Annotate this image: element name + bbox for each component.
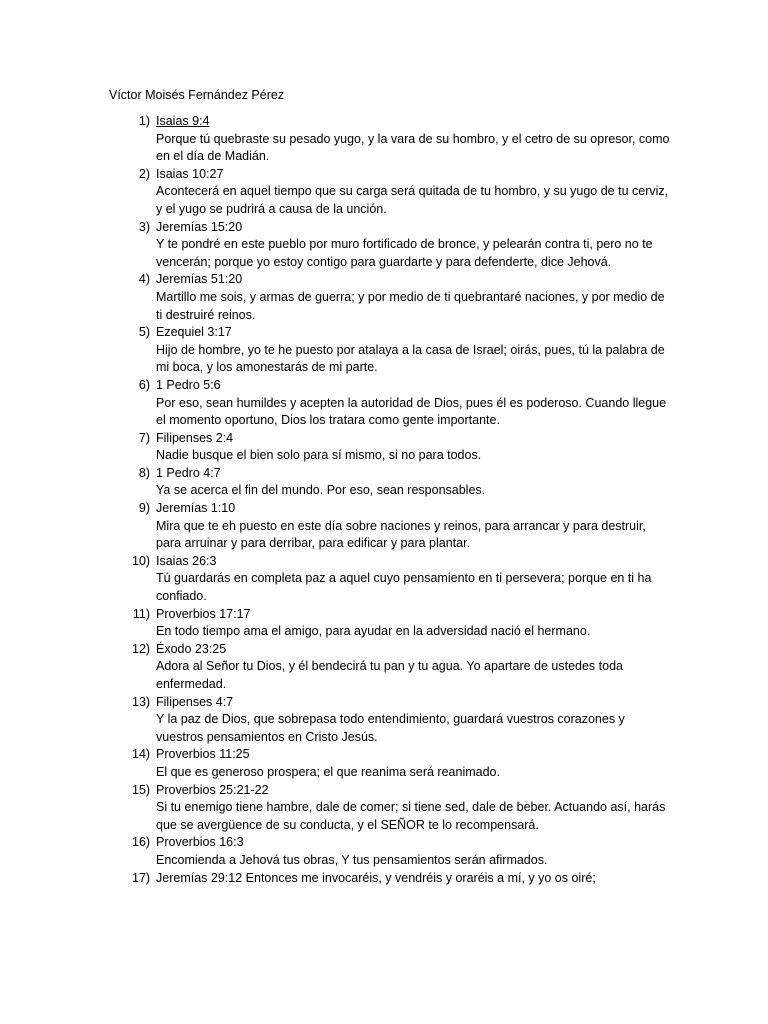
item-number: 15) — [132, 782, 151, 797]
list-item — [132, 694, 672, 747]
item-number: 16) — [132, 835, 151, 850]
verse-text: Por eso, sean humildes y acepten la autoridad de Dios, pues él es poderoso. Cuando llegue el momento oportuno, Dios los tratara como gente importante. — [156, 395, 667, 428]
list-item — [132, 219, 672, 272]
item-number: 12) — [132, 641, 151, 656]
verse-text: Y te pondré en este pueblo por muro fortificado de bronce, y pelearán contra ti, pero no te vencerán; porque yo estoy contigo para guardarte y para defenderte, dice Jehová. — [156, 237, 653, 269]
list-item — [132, 430, 672, 465]
verse-reference: Isaias 10:27 — [156, 166, 224, 181]
verse-reference: Filipenses 2:4 — [156, 430, 234, 445]
verse-reference: Ezequiel 3:17 — [156, 325, 232, 340]
verse-reference: Jeremías 51:20 — [156, 272, 243, 287]
verse-reference: Filipenses 4:7 — [156, 694, 234, 709]
item-number: 10) — [132, 553, 151, 568]
verse-reference: Jeremías 1:10 — [156, 501, 236, 516]
list-item — [132, 113, 672, 166]
verse-reference: Jeremías 29:12 — [156, 870, 243, 885]
list-item — [132, 271, 672, 324]
verse-text: El que es generoso prospera; el que reanima será reanimado. — [156, 764, 500, 779]
verse-text: Adora al Señor tu Dios, y él bendecirá tu pan y tu agua. Yo apartare de ustedes toda enfermedad. — [156, 659, 623, 691]
list-item — [132, 606, 672, 641]
list-item — [132, 834, 672, 869]
verse-reference: Proverbios 25:21-22 — [156, 782, 269, 797]
item-number: 7) — [138, 430, 150, 445]
verse-text: Ya se acerca el fin del mundo. Por eso, sean responsables. — [156, 483, 486, 498]
verse-text: Y la paz de Dios, que sobrepasa todo entendimiento, guardará vuestros corazones y vuestros pensamientos en Cristo Jesús. — [156, 712, 625, 744]
verse-text: Nadie busque el bien solo para sí mismo, si no para todos. — [156, 448, 482, 463]
item-number: 6) — [138, 377, 150, 392]
verse-text: Si tu enemigo tiene hambre, dale de comer; si tiene sed, dale de beber. Actuando así, harás que se avergüence de su conducta, y el SEÑOR te lo recompensará. — [156, 800, 666, 832]
verse-reference: 1 Pedro 5:6 — [156, 377, 221, 392]
verse-text: Hijo de hombre, yo te he puesto por atalaya a la casa de Israel; oirás, pues, tú la palabra de mi boca, y los amonestarás de mi parte. — [156, 342, 665, 375]
verse-list — [132, 113, 672, 887]
verse-text: Tú guardarás en completa paz a aquel cuyo pensamiento en ti persevera; porque en ti ha confiado. — [156, 571, 652, 604]
list-item — [132, 641, 672, 694]
verse-text: Acontecerá en aquel tiempo que su carga será quitada de tu hombro, y su yugo de tu cerviz, y el yugo se pudrirá a causa de la unción. — [156, 184, 669, 216]
verse-reference: Isaias 26:3 — [156, 553, 217, 568]
verse-reference: Proverbios 11:25 — [156, 747, 250, 762]
verse-reference: Proverbios 17:17 — [156, 606, 251, 621]
verse-text: Mira que te eh puesto en este día sobre naciones y reinos, para arrancar y para destruir, para arruinar y para derribar, para edificar y para plantar. — [156, 518, 646, 551]
verse-text: Entonces me invocaréis, y vendréis y oraréis a mí, y yo os oiré; — [245, 870, 596, 885]
verse-text: Martillo me sois, y armas de guerra; y por medio de ti quebrantaré naciones, y por medio de ti destruiré reinos. — [156, 289, 665, 322]
item-number: 5) — [138, 325, 150, 340]
verse-text: En todo tiempo ama el amigo, para ayudar en la adversidad nació el hermano. — [156, 624, 591, 639]
list-item — [132, 500, 672, 553]
item-number: 3) — [138, 219, 150, 234]
verse-reference: Jeremías 15:20 — [156, 219, 243, 234]
list-item — [132, 870, 672, 888]
item-number: 1) — [138, 114, 150, 128]
item-number: 11) — [132, 606, 150, 621]
list-item — [132, 782, 672, 835]
list-item — [132, 166, 672, 219]
verse-text: Encomienda a Jehová tus obras, Y tus pensamientos serán afirmados. — [156, 852, 548, 867]
verse-reference: Proverbios 16:3 — [156, 835, 244, 850]
item-number: 14) — [132, 747, 151, 762]
list-item — [132, 746, 672, 781]
author-name: Víctor Moisés Fernández Pérez — [109, 88, 285, 102]
verse-reference: 1 Pedro 4:7 — [156, 465, 221, 480]
list-item — [132, 377, 672, 430]
verse-reference: Isaias 9:4 — [156, 114, 210, 128]
item-number: 8) — [138, 465, 150, 480]
verse-text: Porque tú quebraste su pesado yugo, y la vara de su hombro, y el cetro de su opresor, como en el día de Madián. — [156, 131, 670, 164]
item-number: 17) — [132, 870, 151, 885]
item-number: 2) — [138, 166, 150, 181]
item-number: 4) — [138, 272, 150, 287]
list-item — [132, 324, 672, 377]
list-item — [132, 553, 672, 606]
verse-reference: Éxodo 23:25 — [156, 641, 227, 656]
item-number: 9) — [138, 501, 150, 516]
list-item — [132, 465, 672, 500]
item-number: 13) — [132, 694, 151, 709]
